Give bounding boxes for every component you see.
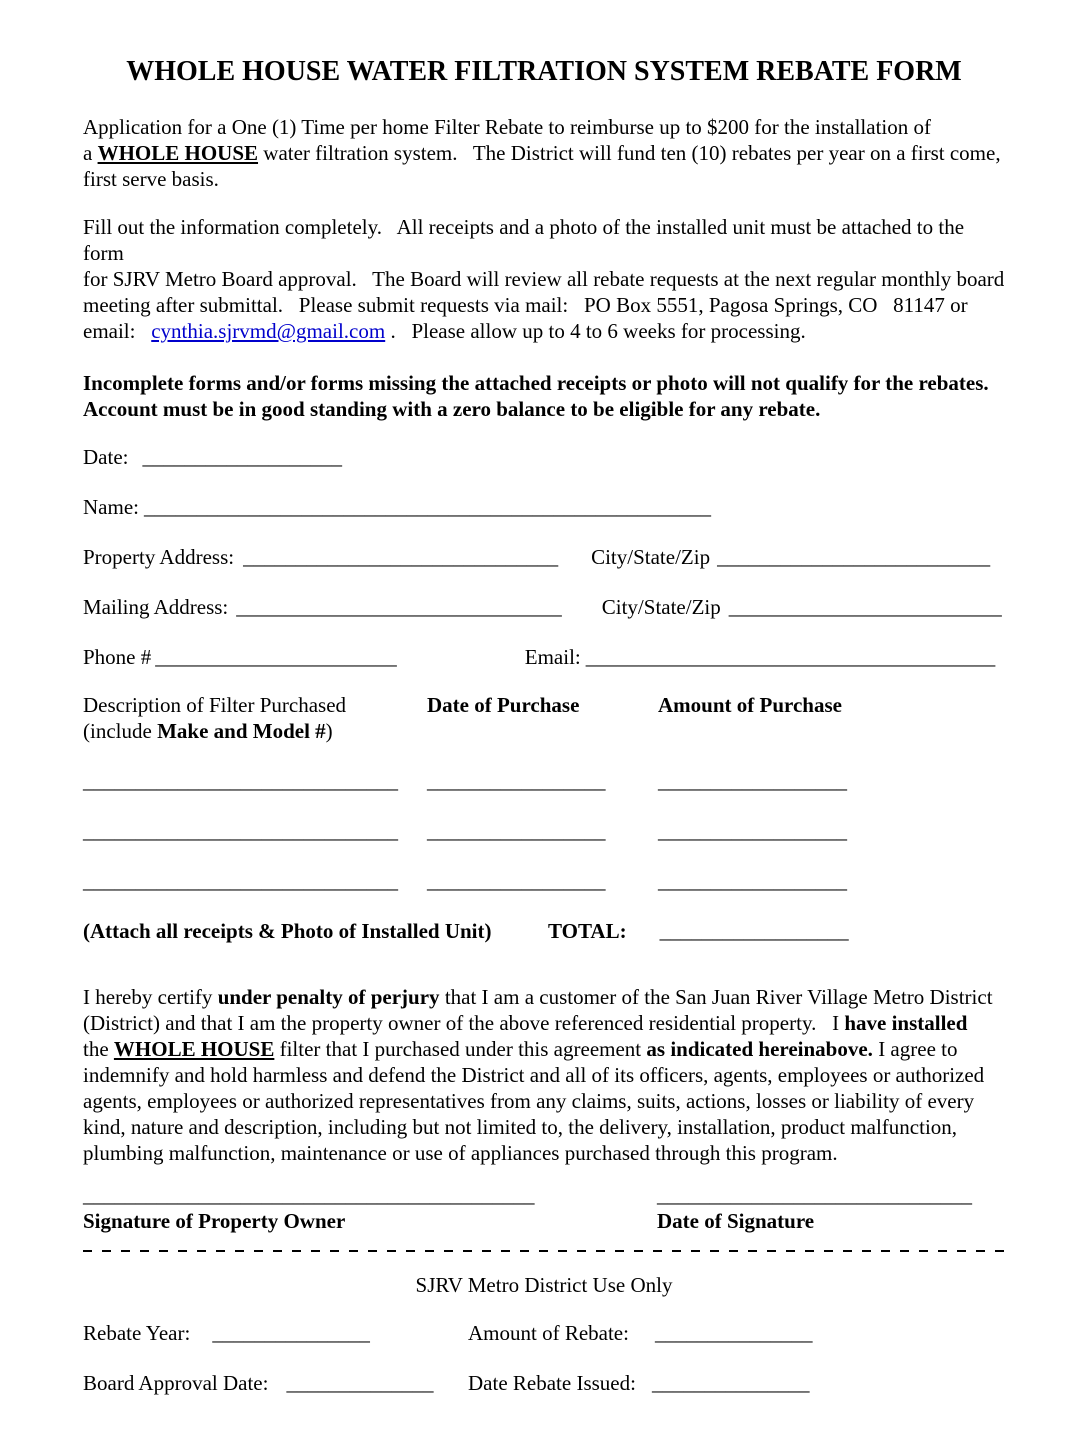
cert-line4: indemnify and hold harmless and defend the District and all of its officers, agents, employees or authorized [83, 1063, 985, 1087]
rebate-year-label: Rebate Year: [83, 1321, 191, 1345]
intro-line2-post: water filtration system. The District will fund ten (10) rebates per year on a first come, [258, 141, 1001, 165]
date-blank: ___________________ [142, 445, 342, 469]
instructions-line2: for SJRV Metro Board approval. The Board will review all rebate requests at the next regular monthly board [83, 267, 1005, 291]
make-model-bold: Make and Model # [157, 719, 326, 743]
purchase-table-row [83, 818, 1005, 844]
purchase-date-blank-2: _________________ [427, 819, 606, 843]
name-field-row [83, 494, 1005, 520]
warning-line1: Incomplete forms and/or forms missing the attached receipts or photo will not qualify for the rebates. [83, 371, 989, 395]
total-label: TOTAL: [548, 919, 627, 943]
amount-of-rebate-field [468, 1320, 1005, 1346]
signature-date-field [657, 1182, 1005, 1234]
board-approval-date-blank: ______________ [286, 1371, 434, 1395]
amount-of-purchase-header: Amount of Purchase [658, 693, 842, 717]
cert-line1-pre: I hereby certify [83, 985, 218, 1009]
rebate-year-field [83, 1320, 468, 1346]
cert-line7: plumbing malfunction, maintenance or use of appliances purchased through this program. [83, 1141, 838, 1165]
email-blank: _______________________________________ [585, 645, 996, 669]
purchase-date-blank-1: _________________ [427, 769, 606, 793]
board-approval-date-label: Board Approval Date: [83, 1371, 269, 1395]
intro-paragraph [83, 114, 1005, 192]
whole-house-emphasis-2: WHOLE HOUSE [113, 1037, 275, 1061]
date-of-purchase-header: Date of Purchase [427, 693, 580, 717]
property-address-row [83, 544, 1005, 570]
description-header-line2-pre: (include [83, 719, 158, 743]
purchase-date-blank-3: _________________ [427, 869, 606, 893]
mailing-address-label: Mailing Address: [83, 595, 229, 619]
email-link[interactable]: cynthia.sjrvmd@gmail.com [151, 319, 386, 343]
board-approval-row [83, 1370, 1005, 1396]
description-blank-1: ______________________________ [83, 769, 398, 793]
city-state-zip-blank-1: __________________________ [717, 545, 991, 569]
cert-line3-pre: the [83, 1037, 114, 1061]
date-field-row [83, 444, 1005, 470]
signature-date-label: Date of Signature [657, 1209, 815, 1233]
description-column-header [83, 692, 427, 744]
rebate-year-row [83, 1320, 1005, 1346]
purchase-amount-blank-3: __________________ [658, 869, 847, 893]
cut-line-separator [83, 1250, 1005, 1252]
mailing-address-blank: _______________________________ [236, 595, 562, 619]
amount-of-rebate-blank: _______________ [654, 1321, 813, 1345]
instructions-line1: Fill out the information completely. All receipts and a photo of the installed unit must be attached to the form [83, 215, 970, 265]
date-rebate-issued-blank: _______________ [651, 1371, 810, 1395]
city-state-zip-label-1: City/State/Zip [591, 545, 711, 569]
have-installed-bold: have installed [844, 1011, 968, 1035]
intro-line1: Application for a One (1) Time per home Filter Rebate to reimburse up to $200 for the installation of [83, 115, 931, 139]
total-blank: __________________ [659, 919, 849, 943]
amount-of-rebate-label: Amount of Rebate: [468, 1321, 629, 1345]
name-label: Name: [83, 495, 139, 519]
instructions-line3: meeting after submittal. Please submit requests via mail: PO Box 5551, Pagosa Springs, CO 81147 or [83, 293, 968, 317]
certification-paragraph [83, 984, 1005, 1166]
description-blank-3: ______________________________ [83, 869, 398, 893]
purchase-table-header [83, 692, 1005, 744]
attach-total-row [83, 918, 1005, 944]
city-state-zip-label-2: City/State/Zip [601, 595, 721, 619]
mailing-address-row [83, 594, 1005, 620]
description-blank-2: ______________________________ [83, 819, 398, 843]
signature-date-blank: ______________________________ [657, 1183, 972, 1207]
name-blank: ______________________________________________________ [143, 495, 711, 519]
property-address-label: Property Address: [83, 545, 235, 569]
form-title: WHOLE HOUSE WATER FILTRATION SYSTEM REBATE FORM [126, 56, 962, 87]
owner-signature-blank: ___________________________________________ [83, 1183, 535, 1207]
cert-line3-mid: filter that I purchased under this agreement [274, 1037, 647, 1061]
board-approval-date-field [83, 1370, 468, 1396]
purchase-amount-blank-2: __________________ [658, 819, 847, 843]
instructions-line4-pre: email: [83, 319, 152, 343]
phone-label: Phone # [83, 645, 152, 669]
date-rebate-issued-label: Date Rebate Issued: [468, 1371, 636, 1395]
intro-line2-pre: a [83, 141, 98, 165]
date-label: Date: [83, 445, 129, 469]
attach-receipts-note: (Attach all receipts & Photo of Installed Unit) [83, 919, 492, 943]
phone-blank: _______________________ [155, 645, 397, 669]
instructions-line4-post: . Please allow up to 4 to 6 weeks for processing. [385, 319, 806, 343]
owner-signature-label: Signature of Property Owner [83, 1209, 346, 1233]
cert-line3-post: I agree to [872, 1037, 958, 1061]
warning-paragraph [83, 370, 1005, 422]
signature-section [83, 1182, 1005, 1234]
rebate-year-blank: _______________ [212, 1321, 370, 1345]
city-state-zip-blank-2: __________________________ [728, 595, 1002, 619]
owner-signature-field [83, 1182, 657, 1234]
purchase-table-row [83, 768, 1005, 794]
cert-line5: agents, employees or authorized representatives from any claims, suits, actions, losses or liability of every [83, 1089, 975, 1113]
cert-line6: kind, nature and description, including but not limited to, the delivery, installation, product malfunction, [83, 1115, 958, 1139]
hereinabove-bold: as indicated hereinabove. [646, 1037, 873, 1061]
perjury-bold: under penalty of perjury [217, 985, 440, 1009]
purchase-table-row [83, 868, 1005, 894]
cert-line1-post: that I am a customer of the San Juan River Village Metro District [439, 985, 993, 1009]
office-use-title: SJRV Metro District Use Only [415, 1273, 673, 1297]
intro-line3: first serve basis. [83, 167, 219, 191]
cert-line2-pre: (District) and that I am the property owner of the above referenced residential property. I [83, 1011, 845, 1035]
date-rebate-issued-field [468, 1370, 1005, 1396]
instructions-paragraph [83, 214, 1005, 344]
warning-line2: Account must be in good standing with a zero balance to be eligible for any rebate. [83, 397, 821, 421]
purchase-amount-blank-1: __________________ [658, 769, 847, 793]
email-label: Email: [524, 645, 581, 669]
phone-email-row [83, 644, 1005, 670]
description-header-line1: Description of Filter Purchased [83, 693, 347, 717]
whole-house-emphasis: WHOLE HOUSE [97, 141, 259, 165]
description-header-line2-post: ) [325, 719, 333, 743]
property-address-blank: ______________________________ [243, 545, 559, 569]
